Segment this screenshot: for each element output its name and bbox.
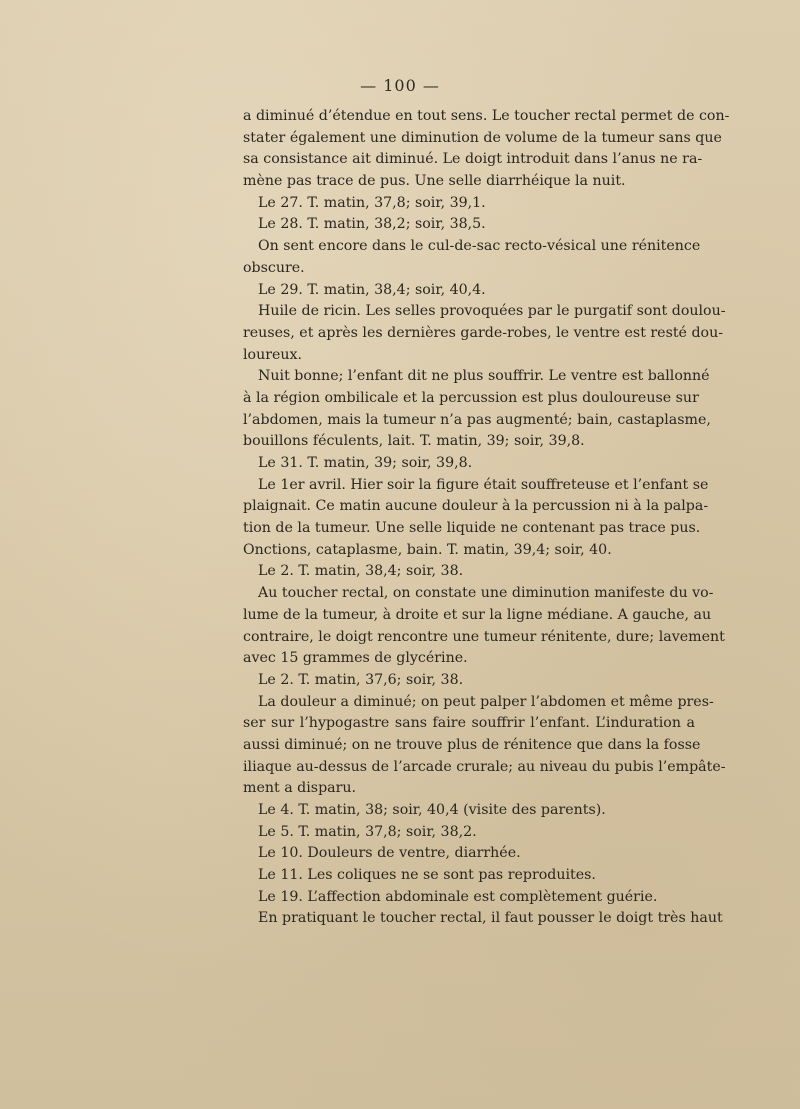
text-line: Le 11. Les coliques ne se sont pas reproduites. xyxy=(258,867,596,884)
text-line: Le 28. T. matin, 38,2; soir, 38,5. xyxy=(258,216,486,233)
text-line: loureux. xyxy=(243,346,303,363)
text-line: tion de la tumeur. Une selle liquide ne contenant pas trace pus. xyxy=(243,520,701,537)
page-number: — 100 — xyxy=(360,76,440,95)
text-line: contraire, le doigt rencontre une tumeur rénitente, dure; lavement xyxy=(243,628,725,645)
text-line: l’abdomen, mais la tumeur n’a pas augmenté; bain, castaplasme, xyxy=(243,411,711,428)
text-line: En pratiquant le toucher rectal, il faut pousser le doigt très haut xyxy=(258,910,723,927)
text-line: aussi diminué; on ne trouve plus de rénitence que dans la fosse xyxy=(243,736,701,753)
text-line: Le 10. Douleurs de ventre, diarrhée. xyxy=(258,845,521,862)
text-line: Au toucher rectal, on constate une diminution manifeste du vo- xyxy=(258,585,714,602)
text-line: a diminué d’étendue en tout sens. Le toucher rectal permet de con- xyxy=(243,108,730,124)
text-line: Le 2. T. matin, 38,4; soir, 38. xyxy=(258,563,464,580)
text-line: iliaque au-dessus de l’arcade crurale; au niveau du pubis l’empâte- xyxy=(243,758,726,775)
body-text xyxy=(243,106,730,930)
text-line: Le 29. T. matin, 38,4; soir, 40,4. xyxy=(258,281,486,298)
text-line: à la région ombilicale et la percussion est plus douloureuse sur xyxy=(243,389,699,406)
text-line: Le 4. T. matin, 38; soir, 40,4 (visite des parents). xyxy=(258,802,606,818)
text-line: Onctions, cataplasme, bain. T. matin, 39,4; soir, 40. xyxy=(243,541,612,558)
text-line: lume de la tumeur, à droite et sur la ligne médiane. A gauche, au xyxy=(243,606,712,623)
text-line: Le 27. T. matin, 37,8; soir, 39,1. xyxy=(258,194,486,211)
text-line: sa consistance ait diminué. Le doigt introduit dans l’anus ne ra- xyxy=(243,151,703,168)
text-line: Le 31. T. matin, 39; soir, 39,8. xyxy=(258,455,473,471)
text-line: bouillons féculents, lait. T. matin, 39; soir, 39,8. xyxy=(243,433,585,450)
text-line: La douleur a diminué; on peut palper l’abdomen et même pres- xyxy=(258,693,714,710)
text-line: ment a disparu. xyxy=(243,780,357,797)
text-line: obscure. xyxy=(243,259,305,276)
text-line: reuses, et après les dernières garde-robes, le ventre est resté dou- xyxy=(243,324,724,341)
text-line: Le 5. T. matin, 37,8; soir, 38,2. xyxy=(258,823,477,840)
text-line: Le 19. L’affection abdominale est complètement guérie. xyxy=(258,888,658,905)
text-line: Le 1er avril. Hier soir la figure était souffreteuse et l’enfant se xyxy=(258,476,709,493)
text-line: avec 15 grammes de glycérine. xyxy=(243,650,468,667)
text-line: stater également une diminution de volume de la tumeur sans que xyxy=(243,129,722,146)
text-line: On sent encore dans le cul-de-sac recto-vésical une rénitence xyxy=(258,238,701,255)
text-line: Nuit bonne; l’enfant dit ne plus souffrir. Le ventre est ballonné xyxy=(258,368,710,385)
text-line: mène pas trace de pus. Une selle diarrhéique la nuit. xyxy=(243,173,626,190)
text-line: Le 2. T. matin, 37,6; soir, 38. xyxy=(258,671,464,688)
text-line: ser sur l’hypogastre sans faire souffrir l’enfant. L’induration a xyxy=(243,715,695,732)
text-line: Huile de ricin. Les selles provoquées par le purgatif sont doulou- xyxy=(258,303,726,320)
text-line: plaignait. Ce matin aucune douleur à la percussion ni à la palpa- xyxy=(243,498,709,515)
